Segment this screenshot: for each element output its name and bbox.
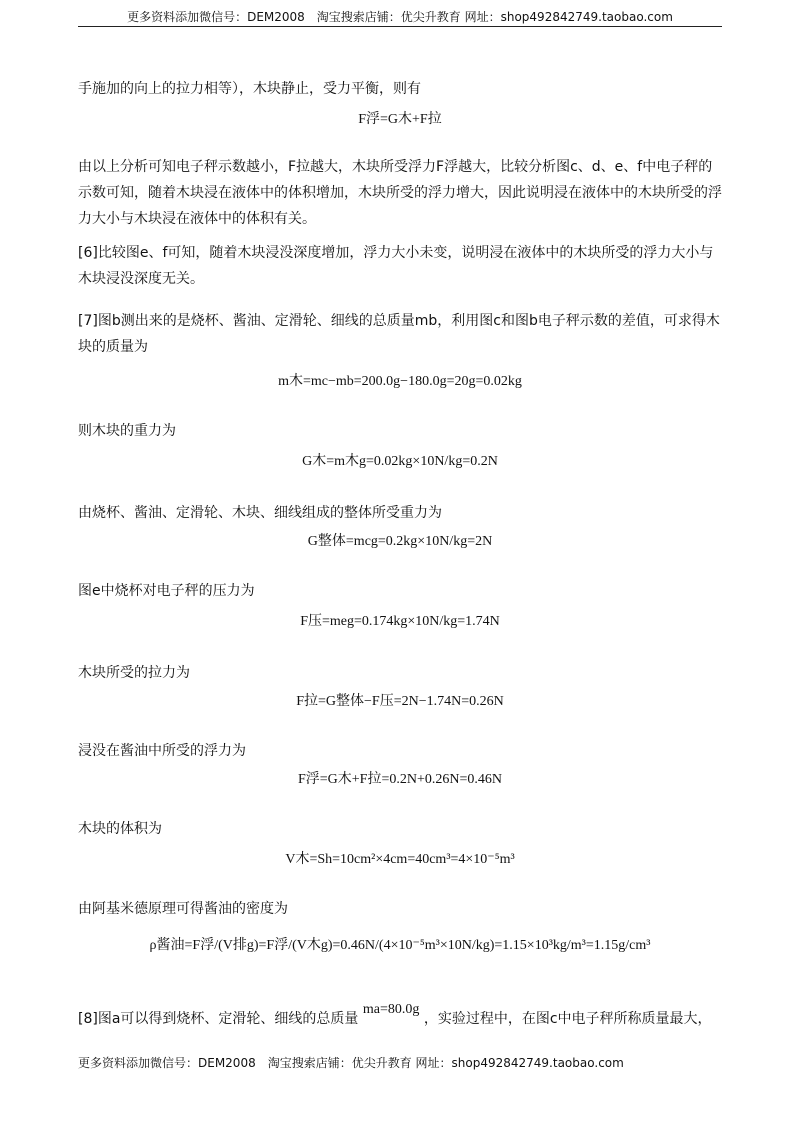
equation-wood-mass: m木=mc−mb=200.0g−180.0g=20g=0.02kg xyxy=(278,374,522,389)
paragraph-1: 手施加的向上的拉力相等），木块静止，受力平衡，则有 xyxy=(78,81,421,97)
paragraph-10: 木块的体积为 xyxy=(78,821,162,837)
equation-wood-weight: G木=m木g=0.02kg×10N/kg=0.2N xyxy=(302,454,498,469)
equation-pressure-force: F压=meg=0.174kg×10N/kg=1.74N xyxy=(300,614,500,629)
paragraph-4: [7]图b测出来的是烧杯、酱油、定滑轮、细线的总质量mb，利用图c和图b电子秤示数的差值，可求得木块的质量为 xyxy=(78,313,720,355)
equation-soy-sauce-density: ρ酱油=F浮/(V排g)=F浮/(V木g)=0.46N/(4×10⁻⁵m³×10N/kg)=1.15×10³kg/m³=1.15g/cm³ xyxy=(149,938,651,953)
paragraph-7: 图e中烧杯对电子秤的压力为 xyxy=(78,583,255,599)
paragraph-3: [6]比较图e、f可知，随着木块浸没深度增加，浮力大小未变，说明浸在液体中的木块所受的浮力大小与木块浸没深度无关。 xyxy=(78,245,714,287)
paragraph-12 xyxy=(78,1002,723,1033)
equation-buoyant-force: F浮=G木+F拉=0.2N+0.26N=0.46N xyxy=(298,772,502,787)
paragraph-9: 浸没在酱油中所受的浮力为 xyxy=(78,743,246,759)
equation-total-weight: G整体=mcg=0.2kg×10N/kg=2N xyxy=(307,534,493,549)
paragraph-12-part-a: [8]图a可以得到烧杯、定滑轮、细线的总质量 xyxy=(78,1011,359,1027)
header-divider xyxy=(78,26,722,27)
equation-mass-a: ma=80.0g xyxy=(362,1002,420,1017)
paragraph-2: 由以上分析可知电子秤示数越小，F拉越大，木块所受浮力F浮越大，比较分析图c、d、e、f中电子秤的示数可知，随着木块浸在液体中的体积增加，木块所受的浮力增大，因此说明浸在液体中的木块所受的浮力大小与木块浸在液体中的体积有关。 xyxy=(78,159,722,227)
equation-buoyancy-balance: F浮=G木+F拉 xyxy=(358,112,442,127)
paragraph-8: 木块所受的拉力为 xyxy=(78,665,190,681)
paragraph-5: 则木块的重力为 xyxy=(78,423,176,439)
page-header: 更多资料添加微信号：DEM2008 淘宝搜索店铺：优尖升教育 网址：shop492842749.taobao.com xyxy=(127,10,673,24)
paragraph-6: 由烧杯、酱油、定滑轮、木块、细线组成的整体所受重力为 xyxy=(78,505,442,521)
equation-pull-force: F拉=G整体−F压=2N−1.74N=0.26N xyxy=(296,694,504,709)
paragraph-11: 由阿基米德原理可得酱油的密度为 xyxy=(78,901,288,917)
page-footer: 更多资料添加微信号：DEM2008 淘宝搜索店铺：优尖升教育 网址：shop492842749.taobao.com xyxy=(78,1056,624,1070)
paragraph-12-part-b: ，实验过程中，在图c中电子秤所称质量最大， xyxy=(423,1011,712,1027)
equation-wood-volume: V木=Sh=10cm²×4cm=40cm³=4×10⁻⁵m³ xyxy=(285,852,515,867)
